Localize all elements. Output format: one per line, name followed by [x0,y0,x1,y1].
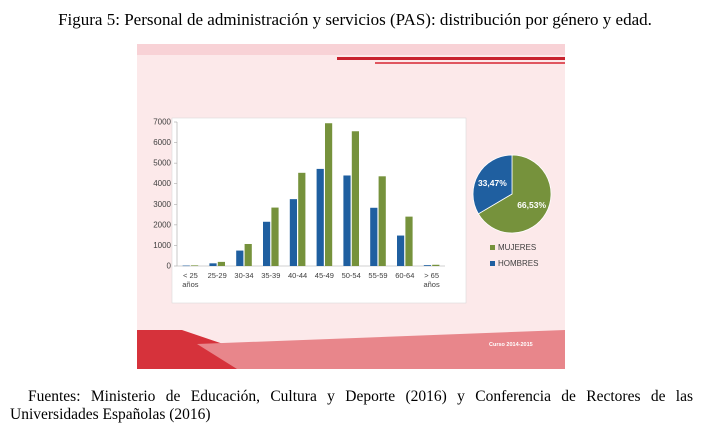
x-tick-label: < 25 años [182,271,199,289]
top-band [137,44,565,55]
bottom-band [197,330,565,369]
bar-hombres [183,266,190,267]
top-red-line-thin [375,62,565,64]
bar-hombres [236,251,243,266]
bar-hombres [263,222,270,266]
bar-mujeres [298,173,305,266]
y-tick-label: 5000 [153,158,171,168]
chart-svg [137,44,565,369]
figure-title: Figura 5: Personal de administración y servicios (PAS): distribución por género y edad. [58,10,652,29]
pie-value-label: 33,47% [477,177,507,188]
x-tick-label: 30-34 [234,271,254,280]
bar-mujeres [325,123,332,266]
bar-hombres [317,169,324,266]
y-tick-label: 1000 [153,240,171,250]
bar-mujeres [191,265,198,266]
bar-hombres [290,199,297,266]
legend-swatch [490,245,495,250]
x-tick-label: > 65 años [423,271,440,289]
bar-hombres [397,236,404,266]
legend-label: HOMBRES [498,259,539,268]
source-note: Fuentes: Ministerio de Educación, Cultura y Deporte (2016) y Conferencia de Rectores de las Universidades Españolas (2016) [10,388,693,423]
chart-slide [137,44,565,369]
y-tick-label: 2000 [153,220,171,230]
x-tick-label: 35-39 [261,271,281,280]
bar-mujeres [379,176,386,266]
y-tick-label: 4000 [153,179,171,189]
bar-hombres [209,263,216,266]
bar-hombres [370,208,377,266]
y-tick-label: 0 [166,261,171,271]
x-tick-label: 55-59 [368,271,388,280]
x-tick-label: 45-49 [314,271,334,280]
bar-mujeres [352,131,359,266]
bar-hombres [424,265,431,266]
pie-value-label: 66,53% [517,200,547,211]
y-tick-label: 3000 [153,199,171,209]
top-red-line [337,57,565,60]
bar-mujeres [218,262,225,266]
slide-footer: Curso 2014-2015 [489,342,533,348]
x-tick-label: 25-29 [207,271,227,280]
y-tick-label: 6000 [153,138,171,148]
x-tick-label: 40-44 [288,271,308,280]
bar-mujeres [271,208,278,266]
legend-swatch [490,261,495,266]
bar-mujeres [245,244,252,266]
bar-mujeres [405,217,412,266]
bar-hombres [343,175,350,266]
bar-mujeres [432,265,439,266]
legend-label: MUJERES [498,243,537,252]
y-tick-label: 7000 [153,117,171,127]
pie-legend [490,243,538,268]
pie-chart [473,155,551,233]
x-tick-label: 50-54 [341,271,361,280]
x-tick-label: 60-64 [395,271,415,280]
